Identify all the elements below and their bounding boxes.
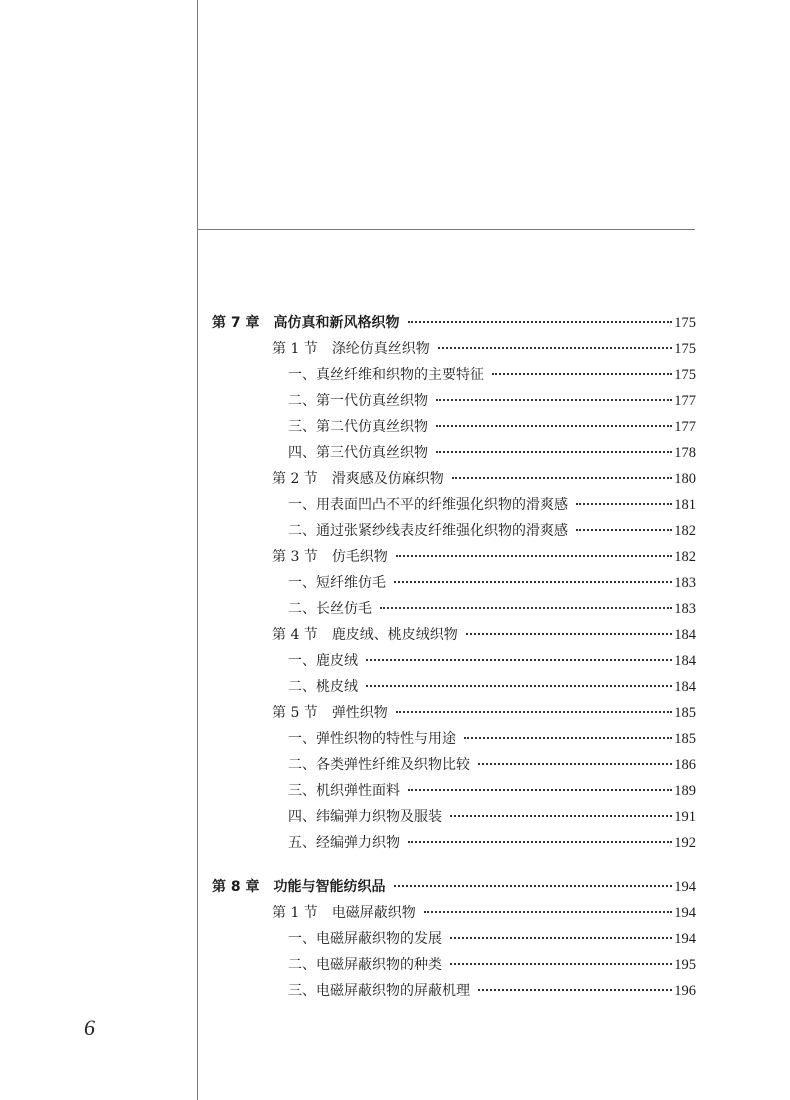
- toc-page-number: 184: [674, 653, 696, 669]
- toc-page-number: 180: [674, 471, 696, 487]
- toc-entry-title: [212, 875, 386, 899]
- dot-leader: [436, 451, 672, 453]
- toc-page-number: 181: [674, 497, 696, 513]
- toc-page-number: 185: [674, 731, 696, 747]
- page-number: 6: [84, 1015, 95, 1040]
- toc-page-number: 177: [674, 419, 696, 435]
- chapter-label: 第 8 章: [212, 879, 260, 895]
- toc-item[interactable]: [288, 493, 696, 517]
- toc-item[interactable]: [288, 571, 696, 595]
- toc-page-number: 175: [674, 341, 696, 357]
- section-label: 第 1 节: [272, 341, 318, 357]
- toc-item[interactable]: [288, 675, 696, 699]
- dot-leader: [424, 911, 672, 913]
- dot-leader: [478, 763, 672, 765]
- dot-leader: [436, 425, 672, 427]
- section-title: 滑爽感及仿麻织物: [331, 471, 444, 487]
- toc-entry-title: 四、纬编弹力织物及服装: [288, 809, 442, 825]
- toc-page-number: 191: [674, 809, 696, 825]
- chapter-title: 功能与智能纺织品: [273, 879, 386, 895]
- toc-page-number: 194: [674, 931, 696, 947]
- toc-item[interactable]: [288, 831, 696, 855]
- section-title: 弹性织物: [331, 705, 388, 721]
- toc-page-number: 183: [674, 601, 696, 617]
- toc-entry-title: [272, 623, 458, 647]
- toc-item[interactable]: [288, 805, 696, 829]
- toc-entry-title: 一、电磁屏蔽织物的发展: [288, 931, 442, 947]
- toc-page-number: 185: [674, 705, 696, 721]
- toc-entry-title: [272, 467, 444, 491]
- section-label: 第 3 节: [272, 549, 318, 565]
- toc-page-number: 184: [674, 679, 696, 695]
- section-label: 第 5 节: [272, 705, 318, 721]
- dot-leader: [366, 685, 672, 687]
- toc-page-number: 184: [674, 627, 696, 643]
- dot-leader: [408, 789, 672, 791]
- toc-item[interactable]: [288, 979, 696, 1003]
- dot-leader: [380, 607, 672, 609]
- toc-item[interactable]: [288, 519, 696, 543]
- dot-leader: [450, 937, 672, 939]
- toc-page-number: 192: [674, 835, 696, 851]
- dot-leader: [436, 399, 672, 401]
- dot-leader: [464, 737, 672, 739]
- toc-entry-title: 一、短纤维仿毛: [288, 575, 386, 591]
- section-title: 电磁屏蔽织物: [331, 905, 416, 921]
- toc-entry-title: [272, 545, 388, 569]
- toc-entry-title: 四、第三代仿真丝织物: [288, 445, 428, 461]
- dot-leader: [452, 477, 672, 479]
- toc-entry-title: 三、第二代仿真丝织物: [288, 419, 428, 435]
- toc-page-number: 177: [674, 393, 696, 409]
- section-label: 第 1 节: [272, 905, 318, 921]
- toc-chapter[interactable]: [212, 311, 696, 335]
- toc-entry-title: 一、真丝纤维和织物的主要特征: [288, 367, 484, 383]
- dot-leader: [492, 373, 672, 375]
- toc-entry-title: 五、经编弹力织物: [288, 835, 400, 851]
- toc-item[interactable]: [288, 415, 696, 439]
- dot-leader: [396, 711, 672, 713]
- toc-page-number: 183: [674, 575, 696, 591]
- dot-leader: [466, 633, 672, 635]
- toc-page-number: 189: [674, 783, 696, 799]
- toc-item[interactable]: [288, 927, 696, 951]
- toc-section[interactable]: [272, 901, 696, 925]
- toc-item[interactable]: [288, 649, 696, 673]
- section-title: 仿毛织物: [331, 549, 388, 565]
- dot-leader: [576, 503, 672, 505]
- toc-entry-title: 一、弹性织物的特性与用途: [288, 731, 456, 747]
- toc-section[interactable]: [272, 337, 696, 361]
- section-label: 第 4 节: [272, 627, 318, 643]
- toc-page-number: 196: [674, 983, 696, 999]
- toc-section[interactable]: [272, 701, 696, 725]
- toc-entry-title: 二、各类弹性纤维及织物比较: [288, 757, 470, 773]
- toc-entry-title: 二、电磁屏蔽织物的种类: [288, 957, 442, 973]
- toc-section[interactable]: [272, 623, 696, 647]
- toc-page-number: 186: [674, 757, 696, 773]
- toc-entry-title: [212, 311, 400, 335]
- chapter-title: 高仿真和新风格织物: [273, 315, 400, 331]
- toc-entry-title: 二、桃皮绒: [288, 679, 358, 695]
- toc-item[interactable]: [288, 953, 696, 977]
- toc-entry-title: [272, 337, 430, 361]
- toc-page-number: 175: [674, 315, 696, 331]
- toc-item[interactable]: [288, 753, 696, 777]
- toc-item[interactable]: [288, 727, 696, 751]
- toc-chapter[interactable]: [212, 875, 696, 899]
- toc-section[interactable]: [272, 545, 696, 569]
- toc-section[interactable]: [272, 467, 696, 491]
- toc-page-number: 194: [674, 905, 696, 921]
- dot-leader: [408, 841, 672, 843]
- toc-entry-title: 二、长丝仿毛: [288, 601, 372, 617]
- toc-page-number: 178: [674, 445, 696, 461]
- chapter-label: 第 7 章: [212, 315, 260, 331]
- dot-leader: [478, 989, 672, 991]
- toc-entry-title: 二、通过张紧纱线表皮纤维强化织物的滑爽感: [288, 523, 568, 539]
- toc-entry-title: 一、用表面凹凸不平的纤维强化织物的滑爽感: [288, 497, 568, 513]
- dot-leader: [394, 885, 673, 887]
- toc-entry-title: [272, 901, 416, 925]
- toc-entry-title: 一、鹿皮绒: [288, 653, 358, 669]
- section-title: 涤纶仿真丝织物: [331, 341, 430, 357]
- dot-leader: [366, 659, 672, 661]
- dot-leader: [396, 555, 672, 557]
- dot-leader: [576, 529, 672, 531]
- toc-page-number: 182: [674, 549, 696, 565]
- toc-item[interactable]: [288, 363, 696, 387]
- toc-page-number: 195: [674, 957, 696, 973]
- toc-entry-title: [272, 701, 388, 725]
- dot-leader: [394, 581, 672, 583]
- section-label: 第 2 节: [272, 471, 318, 487]
- horizontal-rule: [197, 229, 695, 230]
- vertical-rule: [197, 0, 198, 1100]
- section-title: 鹿皮绒、桃皮绒织物: [331, 627, 458, 643]
- dot-leader: [450, 963, 672, 965]
- toc-item[interactable]: [288, 441, 696, 465]
- toc-item[interactable]: [288, 779, 696, 803]
- dot-leader: [438, 347, 672, 349]
- toc-item[interactable]: [288, 597, 696, 621]
- toc-entry-title: 三、机织弹性面料: [288, 783, 400, 799]
- dot-leader: [408, 321, 673, 323]
- toc-entry-title: 三、电磁屏蔽织物的屏蔽机理: [288, 983, 470, 999]
- toc-item[interactable]: [288, 389, 696, 413]
- toc-page-number: 175: [674, 367, 696, 383]
- toc-entry-title: 二、第一代仿真丝织物: [288, 393, 428, 409]
- dot-leader: [450, 815, 672, 817]
- toc-page-number: 194: [674, 879, 696, 895]
- toc-page-number: 182: [674, 523, 696, 539]
